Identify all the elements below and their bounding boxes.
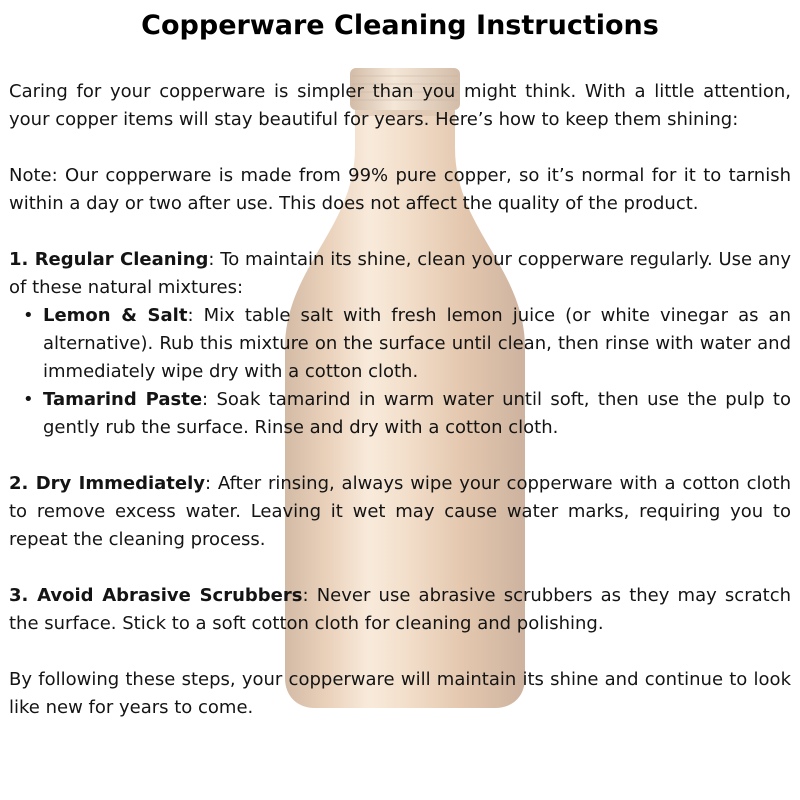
list-item (23, 386, 791, 442)
item-label: Lemon & Salt (43, 305, 188, 326)
section-regular-cleaning (9, 246, 791, 302)
item-label: Tamarind Paste (43, 389, 203, 410)
page-title: Copperware Cleaning Instructions (141, 10, 659, 41)
note-paragraph: Note: Our copperware is made from 99% pure copper, so it’s normal for it to tarnish within a day or two after use. This does not affect the quality of the product. (9, 165, 791, 214)
item-text: : Mix table salt with fresh lemon juice (or white vinegar as an alternative). Rub this mixture on the surface until clean, then rinse with water and immediately wipe dry with a cotton cloth. (43, 305, 791, 382)
intro-paragraph: Caring for your copperware is simpler than you might think. With a little attention, your copper items will stay beautiful for years. Here’s how to keep them shining: (9, 81, 791, 130)
section-text: : After rinsing, always wipe your copperware with a cotton cloth to remove excess water. Leaving it wet may cause water marks, requiring you to repeat the cleaning process. (9, 473, 792, 550)
item-text: : Soak tamarind in warm water until soft, then use the pulp to gently rub the surface. Rinse and dry with a cotton cloth. (43, 389, 791, 438)
section-heading: 1. Regular Cleaning (9, 249, 209, 270)
bullet-icon: • (23, 389, 34, 410)
section-dry-immediately (9, 470, 791, 554)
closing-paragraph: By following these steps, your copperware will maintain its shine and continue to look like new for years to come. (9, 669, 791, 718)
cleaning-methods-list (9, 302, 791, 442)
section-avoid-abrasive-scrubbers (9, 582, 791, 638)
list-item (23, 302, 791, 386)
section-text: : Never use abrasive scrubbers as they may scratch the surface. Stick to a soft cotton cloth for cleaning and polishing. (9, 585, 792, 634)
bullet-icon: • (23, 305, 34, 326)
section-text: : To maintain its shine, clean your copperware regularly. Use any of these natural mixtures: (9, 249, 791, 298)
section-heading: 3. Avoid Abrasive Scrubbers (9, 585, 303, 606)
section-heading: 2. Dry Immediately (9, 473, 206, 494)
